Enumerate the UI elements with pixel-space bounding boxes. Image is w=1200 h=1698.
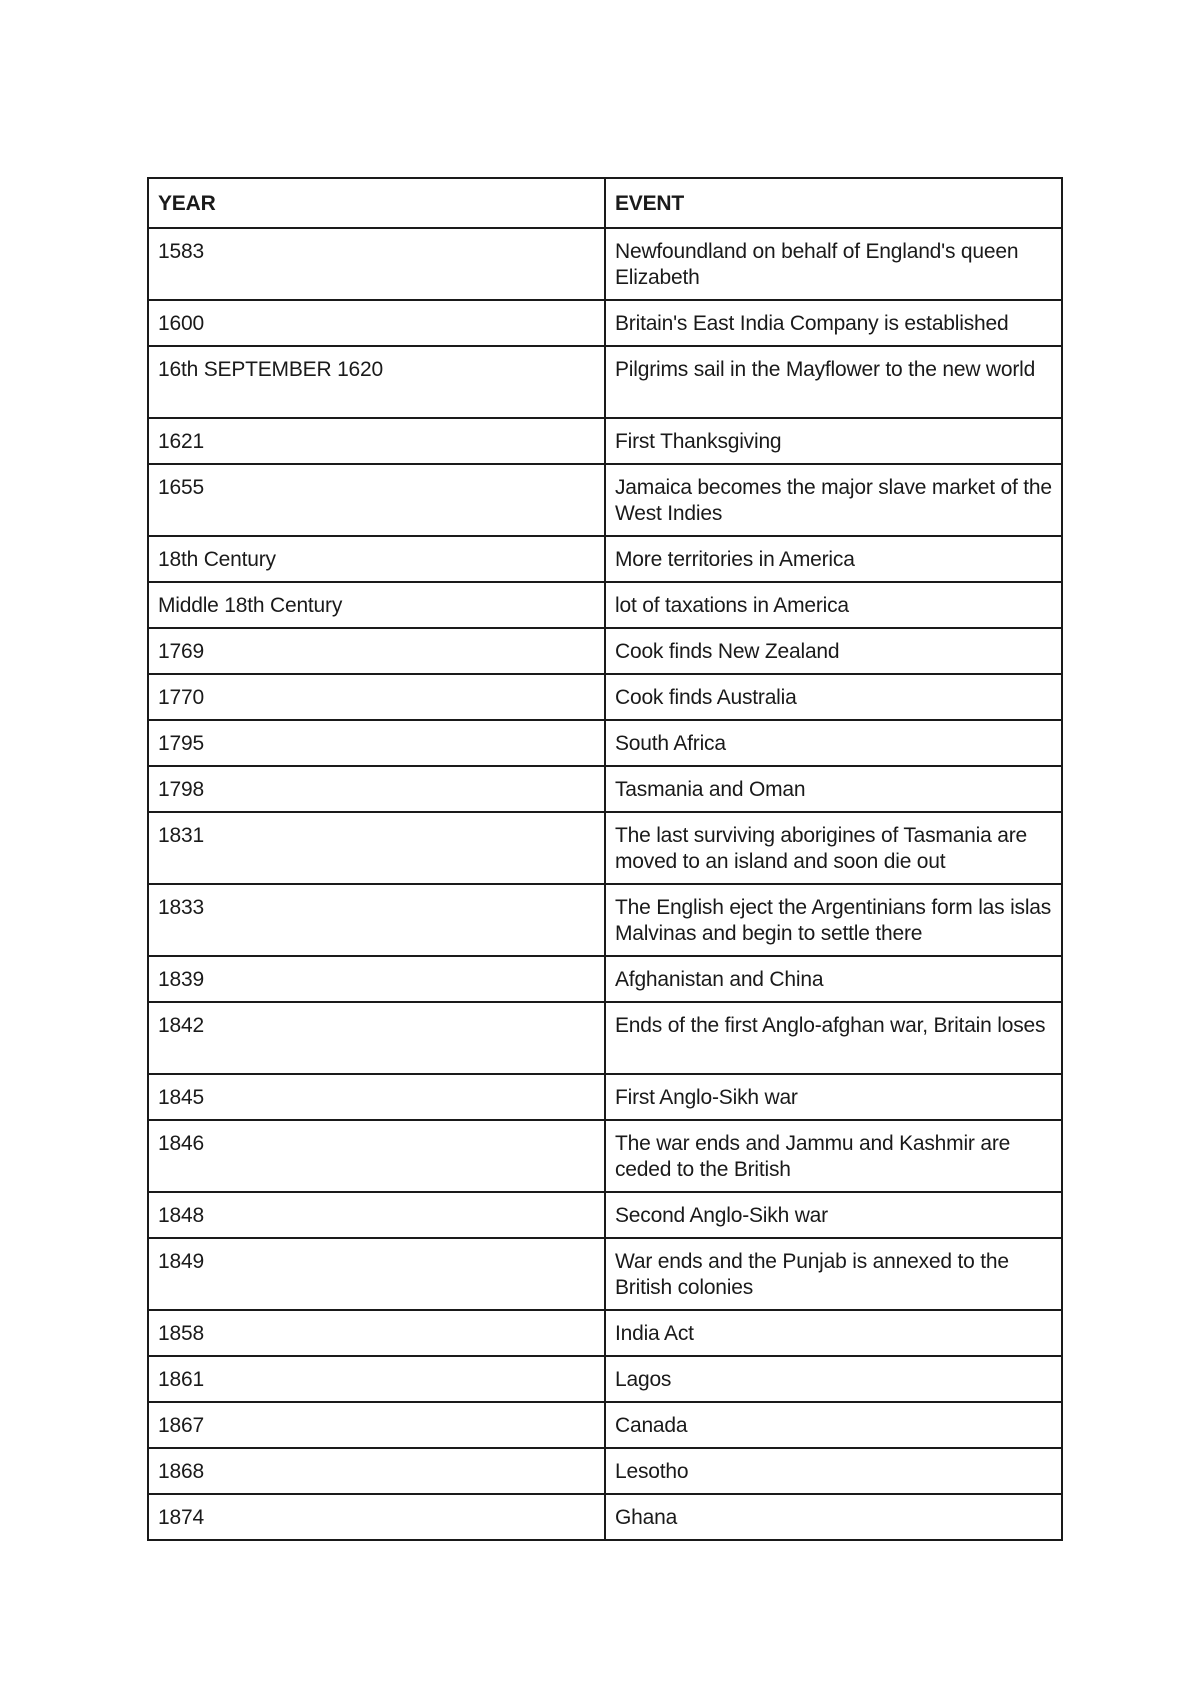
year-cell: 1833 [148,884,605,956]
table-row [148,536,1062,582]
event-cell: India Act [605,1310,1062,1356]
event-cell: Pilgrims sail in the Mayflower to the new world [605,346,1062,418]
table-header-row [148,178,1062,228]
year-cell: Middle 18th Century [148,582,605,628]
table-row [148,1356,1062,1402]
year-cell: 1868 [148,1448,605,1494]
table-row [148,1074,1062,1120]
year-cell: 16th SEPTEMBER 1620 [148,346,605,418]
table-row [148,884,1062,956]
table-row [148,766,1062,812]
table-row [148,1238,1062,1310]
event-cell: The English eject the Argentinians form las islas Malvinas and begin to settle there [605,884,1062,956]
event-cell: South Africa [605,720,1062,766]
year-cell: 1770 [148,674,605,720]
event-cell: First Thanksgiving [605,418,1062,464]
year-cell: 1600 [148,300,605,346]
year-cell: 1848 [148,1192,605,1238]
year-cell: 1655 [148,464,605,536]
event-cell: First Anglo-Sikh war [605,1074,1062,1120]
table-row [148,1494,1062,1540]
table-row [148,1002,1062,1074]
table-row [148,674,1062,720]
table-row [148,464,1062,536]
event-cell: lot of taxations in America [605,582,1062,628]
table-row [148,1402,1062,1448]
year-cell: 1846 [148,1120,605,1192]
event-cell: Ghana [605,1494,1062,1540]
table-row [148,582,1062,628]
table-row [148,1310,1062,1356]
year-cell: 1583 [148,228,605,300]
event-cell: Second Anglo-Sikh war [605,1192,1062,1238]
year-cell: 1858 [148,1310,605,1356]
event-column-header: EVENT [605,178,1062,228]
table-row [148,812,1062,884]
year-cell: 1839 [148,956,605,1002]
year-cell: 1798 [148,766,605,812]
event-cell: Lagos [605,1356,1062,1402]
table-row [148,418,1062,464]
year-cell: 1795 [148,720,605,766]
year-column-header: YEAR [148,178,605,228]
year-cell: 1861 [148,1356,605,1402]
event-cell: The war ends and Jammu and Kashmir are ceded to the British [605,1120,1062,1192]
event-cell: Newfoundland on behalf of England's queen Elizabeth [605,228,1062,300]
event-cell: More territories in America [605,536,1062,582]
event-cell: Jamaica becomes the major slave market of the West Indies [605,464,1062,536]
year-cell: 1845 [148,1074,605,1120]
event-cell: Tasmania and Oman [605,766,1062,812]
year-cell: 1831 [148,812,605,884]
table-row [148,720,1062,766]
year-cell: 1874 [148,1494,605,1540]
table-row [148,1120,1062,1192]
table-row [148,300,1062,346]
event-cell: Ends of the first Anglo-afghan war, Britain loses [605,1002,1062,1074]
table-row [148,1192,1062,1238]
table-row [148,228,1062,300]
year-cell: 1849 [148,1238,605,1310]
year-cell: 1867 [148,1402,605,1448]
table-row [148,956,1062,1002]
event-cell: Canada [605,1402,1062,1448]
table-row [148,628,1062,674]
table-row [148,1448,1062,1494]
event-cell: Cook finds New Zealand [605,628,1062,674]
event-cell: War ends and the Punjab is annexed to the British colonies [605,1238,1062,1310]
timeline-table [147,177,1063,1541]
event-cell: Britain's East India Company is established [605,300,1062,346]
year-cell: 18th Century [148,536,605,582]
event-cell: Afghanistan and China [605,956,1062,1002]
year-cell: 1842 [148,1002,605,1074]
event-cell: Cook finds Australia [605,674,1062,720]
year-cell: 1769 [148,628,605,674]
year-cell: 1621 [148,418,605,464]
event-cell: The last surviving aborigines of Tasmania are moved to an island and soon die out [605,812,1062,884]
table-row [148,346,1062,418]
event-cell: Lesotho [605,1448,1062,1494]
